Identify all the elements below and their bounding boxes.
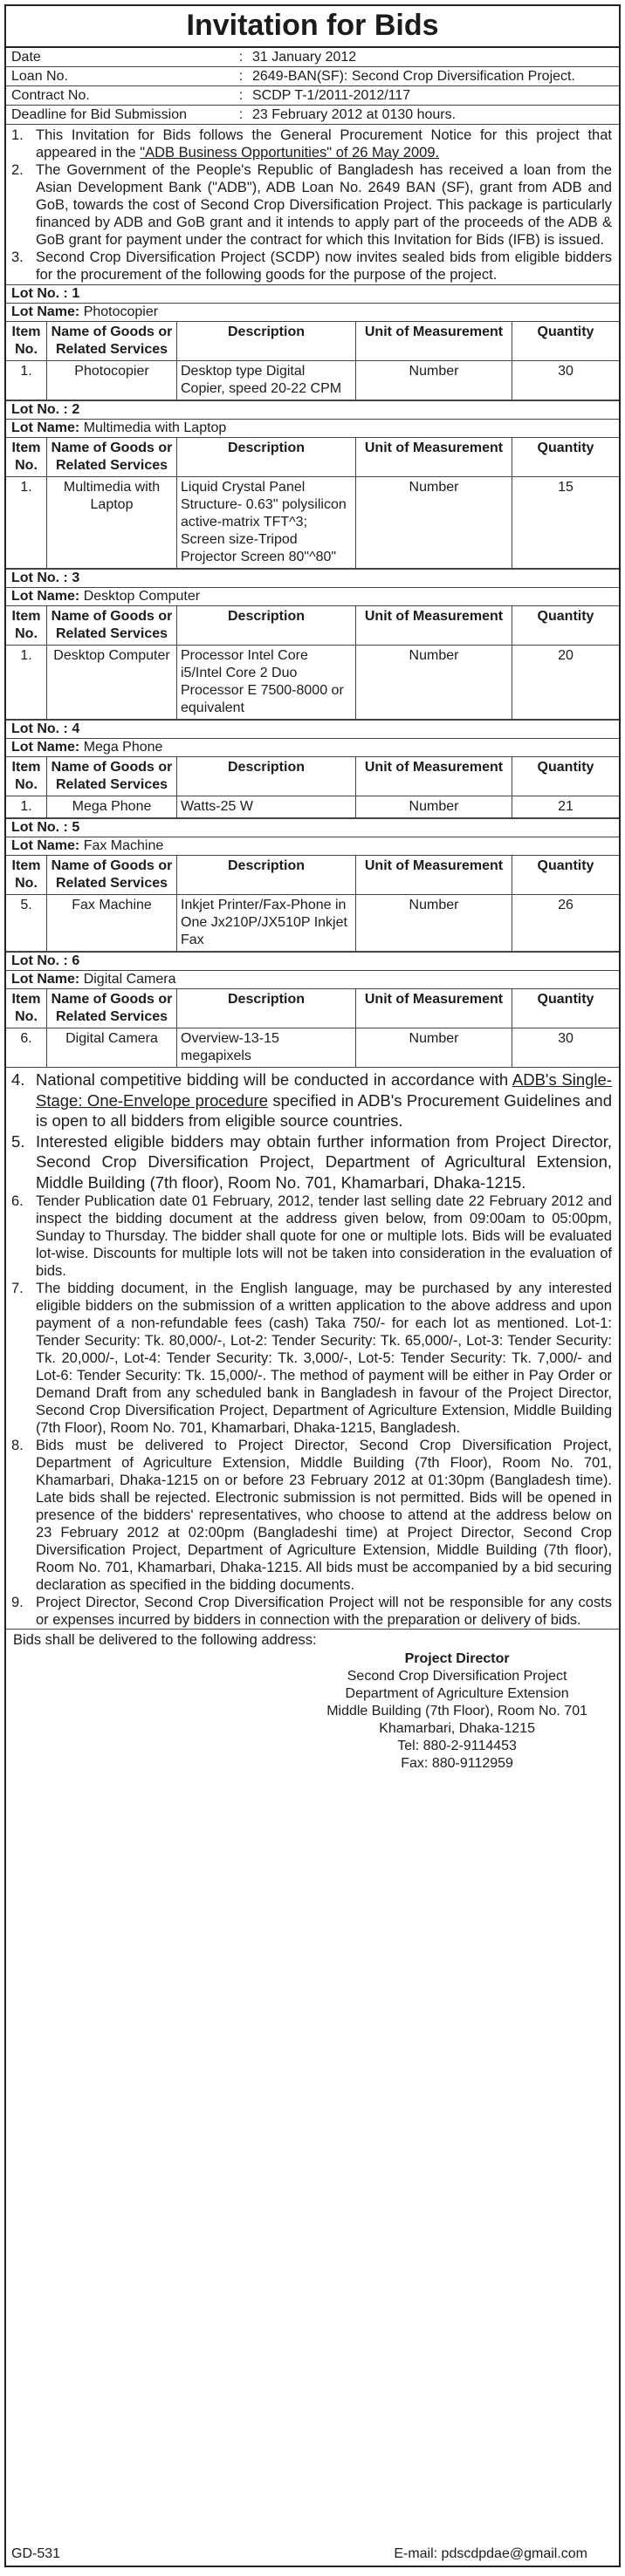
meta-row-deadline: Deadline for Bid Submission : 23 February 2012 at 0130 hours.: [6, 106, 619, 125]
paragraph-9: 9. Project Director, Second Crop Diversification Project will not be responsible for any costs or expenses incurred by bidders in connection with the preparation or delivery of bids.: [11, 1595, 612, 1628]
adb-procedure-link[interactable]: ADB's Single-Stage: One-Envelope procedure: [36, 1070, 612, 1110]
lot-number: Lot No. : 4: [6, 720, 619, 738]
lot-table: [6, 437, 619, 569]
lot-header-row: Item No. Name of Goods or Related Services Description Unit of Measurement Quantity: [6, 322, 619, 361]
lot-header-row: Item No. Name of Goods or Related Services Description Unit of Measurement Quantity: [6, 989, 619, 1028]
lot-table: [6, 756, 619, 818]
lot-name: Lot Name: Photocopier: [6, 303, 619, 321]
meta-row-date: Date : 31 January 2012: [6, 48, 619, 67]
lot-header-row: Item No. Name of Goods or Related Services Description Unit of Measurement Quantity: [6, 438, 619, 477]
table-row: 1. Multimedia with Laptop Liquid Crystal Panel Structure- 0.63" polysilicon active-matrix TFT^3; Screen size-Tripod Projector Screen 80"^80" Number 15: [6, 477, 619, 569]
address-block: [6, 1650, 619, 1773]
table-row: 5. Fax Machine Inkjet Printer/Fax-Phone in One Jx210P/JX510P Inkjet Fax Number 26: [6, 895, 619, 952]
gd-code: GD-531: [11, 2546, 61, 2561]
table-row: 1. Mega Phone Watts-25 W Number 21: [6, 796, 619, 818]
meta-row-loan: Loan No. : 2649-BAN(SF): Second Crop Diversification Project.: [6, 67, 619, 86]
paragraph-6: 6. Tender Publication date 01 February, 2012, tender last selling date 22 February 2012 and inspect the bidding document at the address given below, from 09:00am to 05:00pm, Sunday to Thursday. The bidder shall quote for one or multiple lots. Bids will be evaluated lot-wise. Discounts for multiple lots will not be taken into consideration in the evaluation of bids.: [11, 1193, 612, 1279]
meta-row-contract: Contract No. : SCDP T-1/2011-2012/117: [6, 86, 619, 106]
delivery-note: Bids shall be delivered to the following address:: [6, 1629, 619, 1650]
lot-header-row: Item No. Name of Goods or Related Services Description Unit of Measurement Quantity: [6, 856, 619, 895]
paragraph-3: 3. Second Crop Diversification Project (SCDP) now invites sealed bids from eligible bidders for the procurement of the following goods for the purpose of the project.: [11, 249, 612, 283]
lot-name: Lot Name: Multimedia with Laptop: [6, 419, 619, 437]
lot-name: Lot Name: Fax Machine: [6, 837, 619, 855]
address-line: Department of Agriculture Extension: [345, 1686, 569, 1701]
lot-name: Lot Name: Desktop Computer: [6, 587, 619, 605]
paragraph-7: 7. The bidding document, in the English language, may be purchased by any interested eligible bidders on the submission of a written application to the above address and upon payment of a non-refundable fees (cash) Taka 750/- for each lot as mentioned. Lot-1: Tender Security: Tk. 80,000/-, Lot-2: Tender Security: Tk. 65,000/-, Lot-3: Tender Security: Tk. 20,000/-, Lot-4: Tender Security: Tk. 3,000/-, Lot-5: Tender Security: Tk. 7,000/- and Lot-6: Tender Security: Tk. 15,000/-. The method of payment will be either in Pay Order or Demand Draft from any scheduled bank in Bangladesh in favour of the Project Director, Second Crop Diversification Project, Department of Agriculture Extension, Middle Building (7th Floor), Room No. 701, Khamarbari, Dhaka-1215, Bangladesh.: [11, 1281, 612, 1436]
lot-number: Lot No. : 1: [6, 284, 619, 303]
lot-number: Lot No. : 2: [6, 400, 619, 419]
address-line: Middle Building (7th Floor), Room No. 701: [326, 1704, 587, 1718]
adb-business-opportunities-link[interactable]: "ADB Business Opportunities" of 26 May 2009.: [140, 145, 440, 161]
address-line: Second Crop Diversification Project: [347, 1669, 567, 1684]
paragraph-8: 8. Bids must be delivered to Project Director, Second Crop Diversification Project, Department of Agriculture Extension, Middle Building (7th Floor), Room No. 701, Khamarbari, Dhaka-1215 on or before 23 February 2012 at 01:30pm (Bangladesh time). Late bids shall be rejected. Electronic submission is not permitted. Bids will be opened in presence of the bidders' representatives, who choose to attend at the address below on 23 February 2012 at 02:00pm (Bangladeshi time) at Project Director, Second Crop Diversification Project, Department of Agriculture Extension, Middle Building (7th floor), Room No. 701, Khamarbari, Dhaka-1215. All bids must be accompanied by a bid securing declaration as specified in the bidding documents.: [11, 1438, 612, 1593]
paragraph-2: 2. The Government of the People's Republic of Bangladesh has received a loan from the Asian Development Bank ("ADB"), ADB Loan No. 2649 BAN (SF), grant from ADB and GoB, towards the cost of Second Crop Diversification Project. This package is particularly financed by ADB and GoB grant and it intends to apply part of the proceeds of the ADB & GoB grant for payment under the contract for which this Invitation for Bids (IFB) is issued.: [11, 162, 612, 248]
lot-table: [6, 321, 619, 400]
lot-table: [6, 988, 619, 1068]
lot-table: [6, 605, 619, 720]
meta-table: [6, 48, 619, 125]
address-fax: Fax: 880-9112959: [401, 1756, 513, 1771]
lot-header-row: Item No. Name of Goods or Related Services Description Unit of Measurement Quantity: [6, 757, 619, 796]
lot-name: Lot Name: Digital Camera: [6, 970, 619, 988]
table-row: 1. Photocopier Desktop type Digital Copier, speed 20-22 CPM Number 30: [6, 361, 619, 400]
bid-notice: [4, 4, 621, 2567]
paragraph-1: 1. This Invitation for Bids follows the General Procurement Notice for this project that appeared in the "ADB Business Opportunities" of 26 May 2009.: [11, 127, 612, 161]
paragraph-5: 5. Interested eligible bidders may obtain further information from Project Director, Second Crop Diversification Project, Department of Agricultural Extension, Middle Building (7th floor), Room No. 701, Khamarbari, Dhaka-1215.: [11, 1131, 612, 1192]
paragraph-4: 4. National competitive bidding will be conducted in accordance with ADB's Single-Stage: One-Envelope procedure specified in ADB's Procurement Guidelines and is open to all bidders from eligible source countries.: [11, 1070, 612, 1130]
lot-table: [6, 855, 619, 952]
table-row: 1. Desktop Computer Processor Intel Core i5/Intel Core 2 Duo Processor E 7500-8000 or equivalent Number 20: [6, 646, 619, 720]
address-head: Project Director: [404, 1651, 510, 1666]
lot-number: Lot No. : 5: [6, 818, 619, 837]
lot-number: Lot No. : 3: [6, 569, 619, 587]
page-title: Invitation for Bids: [6, 6, 619, 48]
lot-number: Lot No. : 6: [6, 952, 619, 970]
address-line: Khamarbari, Dhaka-1215: [379, 1721, 535, 1736]
address-tel: Tel: 880-2-9114453: [397, 1739, 517, 1753]
lot-header-row: Item No. Name of Goods or Related Services Description Unit of Measurement Quantity: [6, 606, 619, 646]
lot-name: Lot Name: Mega Phone: [6, 738, 619, 756]
table-row: 6. Digital Camera Overview-13-15 megapixels Number 30: [6, 1028, 619, 1068]
address-email[interactable]: E-mail: pdscdpdae@gmail.com: [394, 2546, 587, 2561]
